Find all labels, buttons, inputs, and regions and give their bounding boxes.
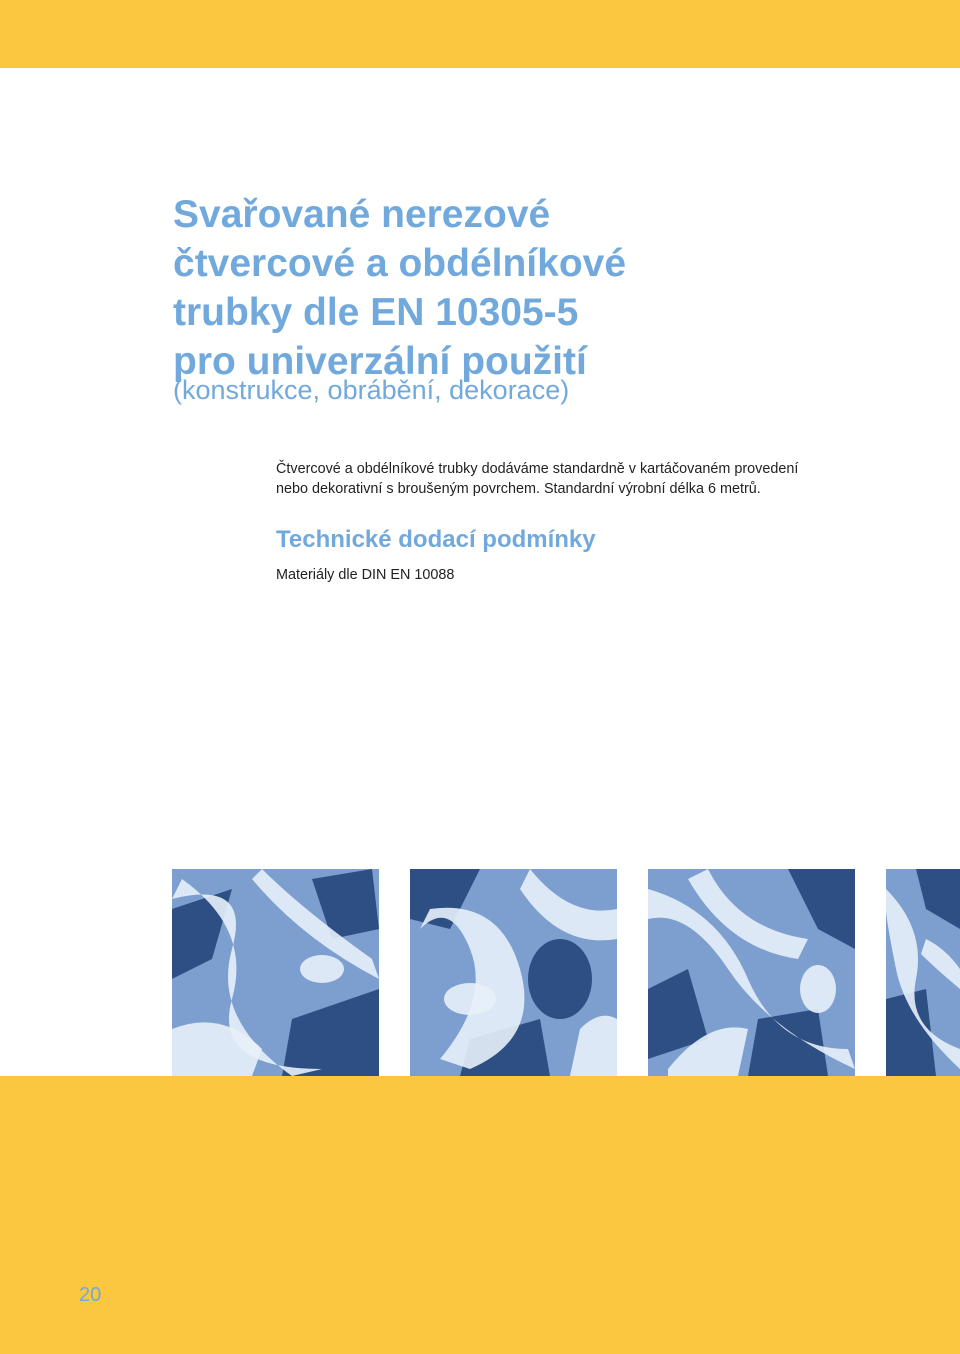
title-line: čtvercové a obdélníkové — [173, 242, 627, 285]
title-line: trubky dle EN 10305-5 — [173, 291, 579, 334]
ice-texture-image — [886, 869, 960, 1076]
bottom-color-band — [0, 1076, 960, 1354]
ice-photo — [886, 869, 960, 1076]
ice-photo — [172, 869, 379, 1076]
ice-texture-image — [172, 869, 379, 1076]
intro-line: nebo dekorativní s broušeným povrchem. Standardní výrobní délka 6 metrů. — [276, 481, 761, 497]
ice-texture-image — [410, 869, 617, 1076]
intro-line: Čtvercové a obdélníkové trubky dodáváme standardně v kartáčovaném provedení — [276, 461, 799, 477]
page-title — [173, 190, 626, 386]
title-line: Svařované nerezové — [173, 193, 551, 236]
page-number: 20 — [79, 1284, 102, 1306]
top-color-band — [0, 0, 960, 68]
ice-photo — [410, 869, 617, 1076]
intro-paragraph — [276, 459, 876, 499]
ice-photo — [648, 869, 855, 1076]
title-line: pro univerzální použití — [173, 340, 587, 383]
ice-texture-image — [648, 869, 855, 1076]
section-heading-technical: Technické dodací podmínky — [276, 526, 596, 553]
page-subtitle: (konstrukce, obrábění, dekorace) — [173, 375, 570, 405]
materials-text: Materiály dle DIN EN 10088 — [276, 567, 455, 583]
